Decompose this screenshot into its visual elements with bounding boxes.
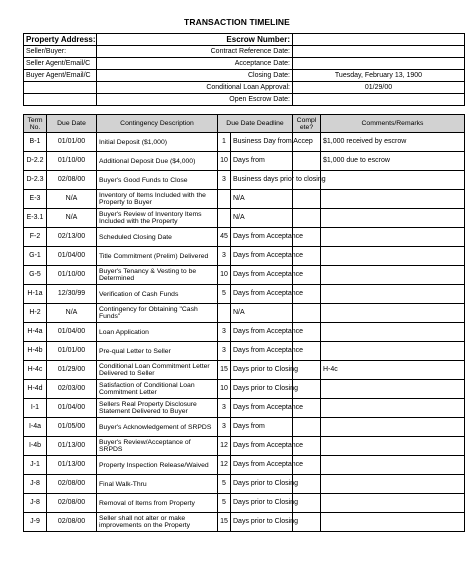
- spacer-row: [24, 106, 465, 115]
- table-row: [24, 247, 465, 266]
- term-cell: B-1: [24, 133, 47, 152]
- open-escrow-field[interactable]: [293, 94, 465, 106]
- term-cell: J-8: [24, 475, 47, 494]
- deadline-cell: Days from Acceptance: [231, 266, 293, 285]
- table-row: [24, 152, 465, 171]
- blank-cell: [24, 94, 97, 106]
- days-cell: 5: [218, 285, 231, 304]
- description-cell: Loan Application: [97, 323, 218, 342]
- complete-cell[interactable]: [293, 418, 321, 437]
- table-row: [24, 475, 465, 494]
- days-cell: 5: [218, 475, 231, 494]
- table-row: [24, 228, 465, 247]
- days-cell: 15: [218, 361, 231, 380]
- deadline-cell: Days from Acceptance: [231, 342, 293, 361]
- comments-cell[interactable]: [321, 285, 465, 304]
- deadline-cell: Days prior to Closing: [231, 494, 293, 513]
- description-cell: Buyer's Review of Inventory Items Included with the Property: [97, 209, 218, 228]
- days-cell: 12: [218, 456, 231, 475]
- description-cell: Pre-qual Letter to Seller: [97, 342, 218, 361]
- description-cell: Seller shall not alter or make improvements on the Property: [97, 513, 218, 532]
- column-header-description: Contingency Description: [97, 115, 218, 133]
- open-escrow-label: Open Escrow Date:: [97, 94, 293, 106]
- due-date-cell: 01/01/00: [47, 342, 97, 361]
- comments-cell[interactable]: [321, 380, 465, 399]
- term-cell: E-3.1: [24, 209, 47, 228]
- due-date-cell: 01/04/00: [47, 247, 97, 266]
- days-cell: 15: [218, 513, 231, 532]
- description-cell: Property Inspection Release/Waived: [97, 456, 218, 475]
- term-cell: H-2: [24, 304, 47, 323]
- due-date-cell: 01/01/00: [47, 133, 97, 152]
- complete-cell[interactable]: [293, 152, 321, 171]
- description-cell: Scheduled Closing Date: [97, 228, 218, 247]
- acceptance-date-field[interactable]: [293, 58, 465, 70]
- term-cell: H-1a: [24, 285, 47, 304]
- days-cell: 10: [218, 266, 231, 285]
- due-date-cell: 12/30/99: [47, 285, 97, 304]
- header-row-seller-agent: [24, 58, 465, 70]
- due-date-cell: N/A: [47, 304, 97, 323]
- table-row: [24, 171, 465, 190]
- due-date-cell: 01/13/00: [47, 456, 97, 475]
- term-cell: E-3: [24, 190, 47, 209]
- term-cell: G-1: [24, 247, 47, 266]
- seller-buyer-label: Seller/Buyer:: [24, 46, 97, 58]
- description-cell: Buyer's Tenancy & Vesting to be Determined: [97, 266, 218, 285]
- table-row: [24, 266, 465, 285]
- days-cell: 3: [218, 418, 231, 437]
- description-cell: Contingency for Obtaining "Cash Funds": [97, 304, 218, 323]
- description-cell: Additional Deposit Due ($4,000): [97, 152, 218, 171]
- description-cell: Satisfaction of Conditional Loan Commitment Letter: [97, 380, 218, 399]
- closing-date-label: Closing Date:: [97, 70, 293, 82]
- table-row: [24, 190, 465, 209]
- comments-cell[interactable]: [321, 228, 465, 247]
- complete-cell[interactable]: [293, 209, 321, 228]
- due-date-cell: N/A: [47, 190, 97, 209]
- due-date-cell: 01/10/00: [47, 266, 97, 285]
- closing-date-value[interactable]: Tuesday, February 13, 1900: [293, 70, 465, 82]
- due-date-cell: 01/04/00: [47, 399, 97, 418]
- comments-cell[interactable]: H-4c: [321, 361, 465, 380]
- deadline-cell: Business days prior to closing: [231, 171, 293, 190]
- term-cell: I-4a: [24, 418, 47, 437]
- days-cell: 12: [218, 437, 231, 456]
- blank-cell: [24, 82, 97, 94]
- table-row: [24, 361, 465, 380]
- term-cell: D-2.2: [24, 152, 47, 171]
- column-header-due-date: Due Date: [47, 115, 97, 133]
- days-cell: 3: [218, 247, 231, 266]
- header-row-loan-approval: [24, 82, 465, 94]
- deadline-cell: Days from Acceptance: [231, 456, 293, 475]
- days-cell: 3: [218, 323, 231, 342]
- deadline-cell: Days from Acceptance: [231, 228, 293, 247]
- due-date-cell: 02/08/00: [47, 513, 97, 532]
- term-cell: J-8: [24, 494, 47, 513]
- comments-cell[interactable]: [321, 209, 465, 228]
- acceptance-date-label: Acceptance Date:: [97, 58, 293, 70]
- deadline-cell: Business Day from Accep: [231, 133, 293, 152]
- property-address-label: Property Address:: [24, 34, 97, 46]
- table-row: [24, 285, 465, 304]
- deadline-cell: Days prior to Closing: [231, 361, 293, 380]
- deadline-cell: N/A: [231, 190, 293, 209]
- term-cell: F-2: [24, 228, 47, 247]
- term-cell: H-4b: [24, 342, 47, 361]
- comments-cell[interactable]: [321, 494, 465, 513]
- timeline-rows: [24, 133, 465, 532]
- table-row: [24, 133, 465, 152]
- column-header-deadline: Due Date Deadline: [218, 115, 293, 133]
- header-row-open-escrow: [24, 94, 465, 106]
- comments-cell[interactable]: [321, 456, 465, 475]
- days-cell: 3: [218, 171, 231, 190]
- loan-approval-label: Conditional Loan Approval:: [97, 82, 293, 94]
- term-cell: J-1: [24, 456, 47, 475]
- days-cell: 45: [218, 228, 231, 247]
- header-row-property: [24, 34, 465, 46]
- column-header-comments: Comments/Remarks: [321, 115, 465, 133]
- due-date-cell: 01/04/00: [47, 323, 97, 342]
- comments-cell[interactable]: [321, 399, 465, 418]
- escrow-number-field[interactable]: [293, 34, 465, 46]
- complete-cell[interactable]: [293, 304, 321, 323]
- table-row: [24, 437, 465, 456]
- days-cell: [218, 209, 231, 228]
- description-cell: Buyer's Acknowledgement of SRPDS: [97, 418, 218, 437]
- escrow-number-label: Escrow Number:: [97, 34, 293, 46]
- comments-cell[interactable]: $1,000 due to escrow: [321, 152, 465, 171]
- days-cell: 10: [218, 152, 231, 171]
- comments-cell[interactable]: [321, 247, 465, 266]
- column-header-complete: Compl ete?: [293, 115, 321, 133]
- description-cell: Inventory of Items Included with the Property to Buyer: [97, 190, 218, 209]
- deadline-cell: Days from Acceptance: [231, 399, 293, 418]
- complete-cell[interactable]: [293, 190, 321, 209]
- due-date-cell: 02/13/00: [47, 228, 97, 247]
- table-row: [24, 513, 465, 532]
- table-row: [24, 342, 465, 361]
- comments-cell[interactable]: [321, 342, 465, 361]
- comments-cell[interactable]: [321, 266, 465, 285]
- description-cell: Buyer's Good Funds to Close: [97, 171, 218, 190]
- comments-cell[interactable]: [321, 513, 465, 532]
- contract-reference-field[interactable]: [293, 46, 465, 58]
- description-cell: Sellers Real Property Disclosure Statement Delivered to Buyer: [97, 399, 218, 418]
- table-row: [24, 494, 465, 513]
- due-date-cell: 01/13/00: [47, 437, 97, 456]
- column-header-row: [24, 115, 465, 133]
- table-row: [24, 399, 465, 418]
- deadline-cell: Days prior to Closing: [231, 513, 293, 532]
- days-cell: 5: [218, 494, 231, 513]
- comments-cell[interactable]: [321, 171, 465, 190]
- due-date-cell: N/A: [47, 209, 97, 228]
- description-cell: Verification of Cash Funds: [97, 285, 218, 304]
- deadline-cell: N/A: [231, 209, 293, 228]
- term-cell: J-9: [24, 513, 47, 532]
- comments-cell[interactable]: [321, 190, 465, 209]
- deadline-cell: Days prior to Closing: [231, 380, 293, 399]
- table-row: [24, 323, 465, 342]
- deadline-cell: Days from Acceptance: [231, 437, 293, 456]
- description-cell: Buyer's Review/Acceptance of SRPDS: [97, 437, 218, 456]
- term-cell: I-4b: [24, 437, 47, 456]
- comments-cell[interactable]: [321, 437, 465, 456]
- description-cell: Final Walk-Thru: [97, 475, 218, 494]
- column-header-term: Term No.: [24, 115, 47, 133]
- term-cell: H-4a: [24, 323, 47, 342]
- deadline-cell: Days from: [231, 418, 293, 437]
- due-date-cell: 02/08/00: [47, 171, 97, 190]
- description-cell: Title Commitment (Prelim) Delivered: [97, 247, 218, 266]
- due-date-cell: 01/05/00: [47, 418, 97, 437]
- table-row: [24, 456, 465, 475]
- description-cell: Initial Deposit ($1,000): [97, 133, 218, 152]
- term-cell: H-4c: [24, 361, 47, 380]
- transaction-timeline-table: [23, 33, 465, 532]
- term-cell: D-2.3: [24, 171, 47, 190]
- comments-cell[interactable]: [321, 475, 465, 494]
- deadline-cell: Days from Acceptance: [231, 323, 293, 342]
- days-cell: 10: [218, 380, 231, 399]
- description-cell: Removal of Items from Property: [97, 494, 218, 513]
- description-cell: Conditional Loan Commitment Letter Delivered to Seller: [97, 361, 218, 380]
- days-cell: 1: [218, 133, 231, 152]
- header-row-buyer-agent: [24, 70, 465, 82]
- document-title: TRANSACTION TIMELINE: [184, 17, 290, 27]
- days-cell: 3: [218, 342, 231, 361]
- days-cell: [218, 304, 231, 323]
- comments-cell[interactable]: $1,000 received by escrow: [321, 133, 465, 152]
- table-row: [24, 418, 465, 437]
- due-date-cell: 01/29/00: [47, 361, 97, 380]
- table-row: [24, 380, 465, 399]
- due-date-cell: 02/03/00: [47, 380, 97, 399]
- term-cell: H-4d: [24, 380, 47, 399]
- due-date-cell: 01/10/00: [47, 152, 97, 171]
- table-row: [24, 304, 465, 323]
- term-cell: I-1: [24, 399, 47, 418]
- seller-agent-label: Seller Agent/Email/C: [24, 58, 97, 70]
- due-date-cell: 02/08/00: [47, 494, 97, 513]
- buyer-agent-label: Buyer Agent/Email/C: [24, 70, 97, 82]
- comments-cell[interactable]: [321, 323, 465, 342]
- comments-cell[interactable]: [321, 304, 465, 323]
- deadline-cell: N/A: [231, 304, 293, 323]
- table-row: [24, 209, 465, 228]
- loan-approval-value[interactable]: 01/29/00: [293, 82, 465, 94]
- due-date-cell: 02/08/00: [47, 475, 97, 494]
- deadline-cell: Days from Acceptance: [231, 285, 293, 304]
- deadline-cell: Days prior to Closing: [231, 475, 293, 494]
- contract-reference-label: Contract Reference Date:: [97, 46, 293, 58]
- deadline-cell: Days from: [231, 152, 293, 171]
- days-cell: [218, 190, 231, 209]
- comments-cell[interactable]: [321, 418, 465, 437]
- deadline-cell: Days from Acceptance: [231, 247, 293, 266]
- days-cell: 3: [218, 399, 231, 418]
- header-row-seller: [24, 46, 465, 58]
- term-cell: G-5: [24, 266, 47, 285]
